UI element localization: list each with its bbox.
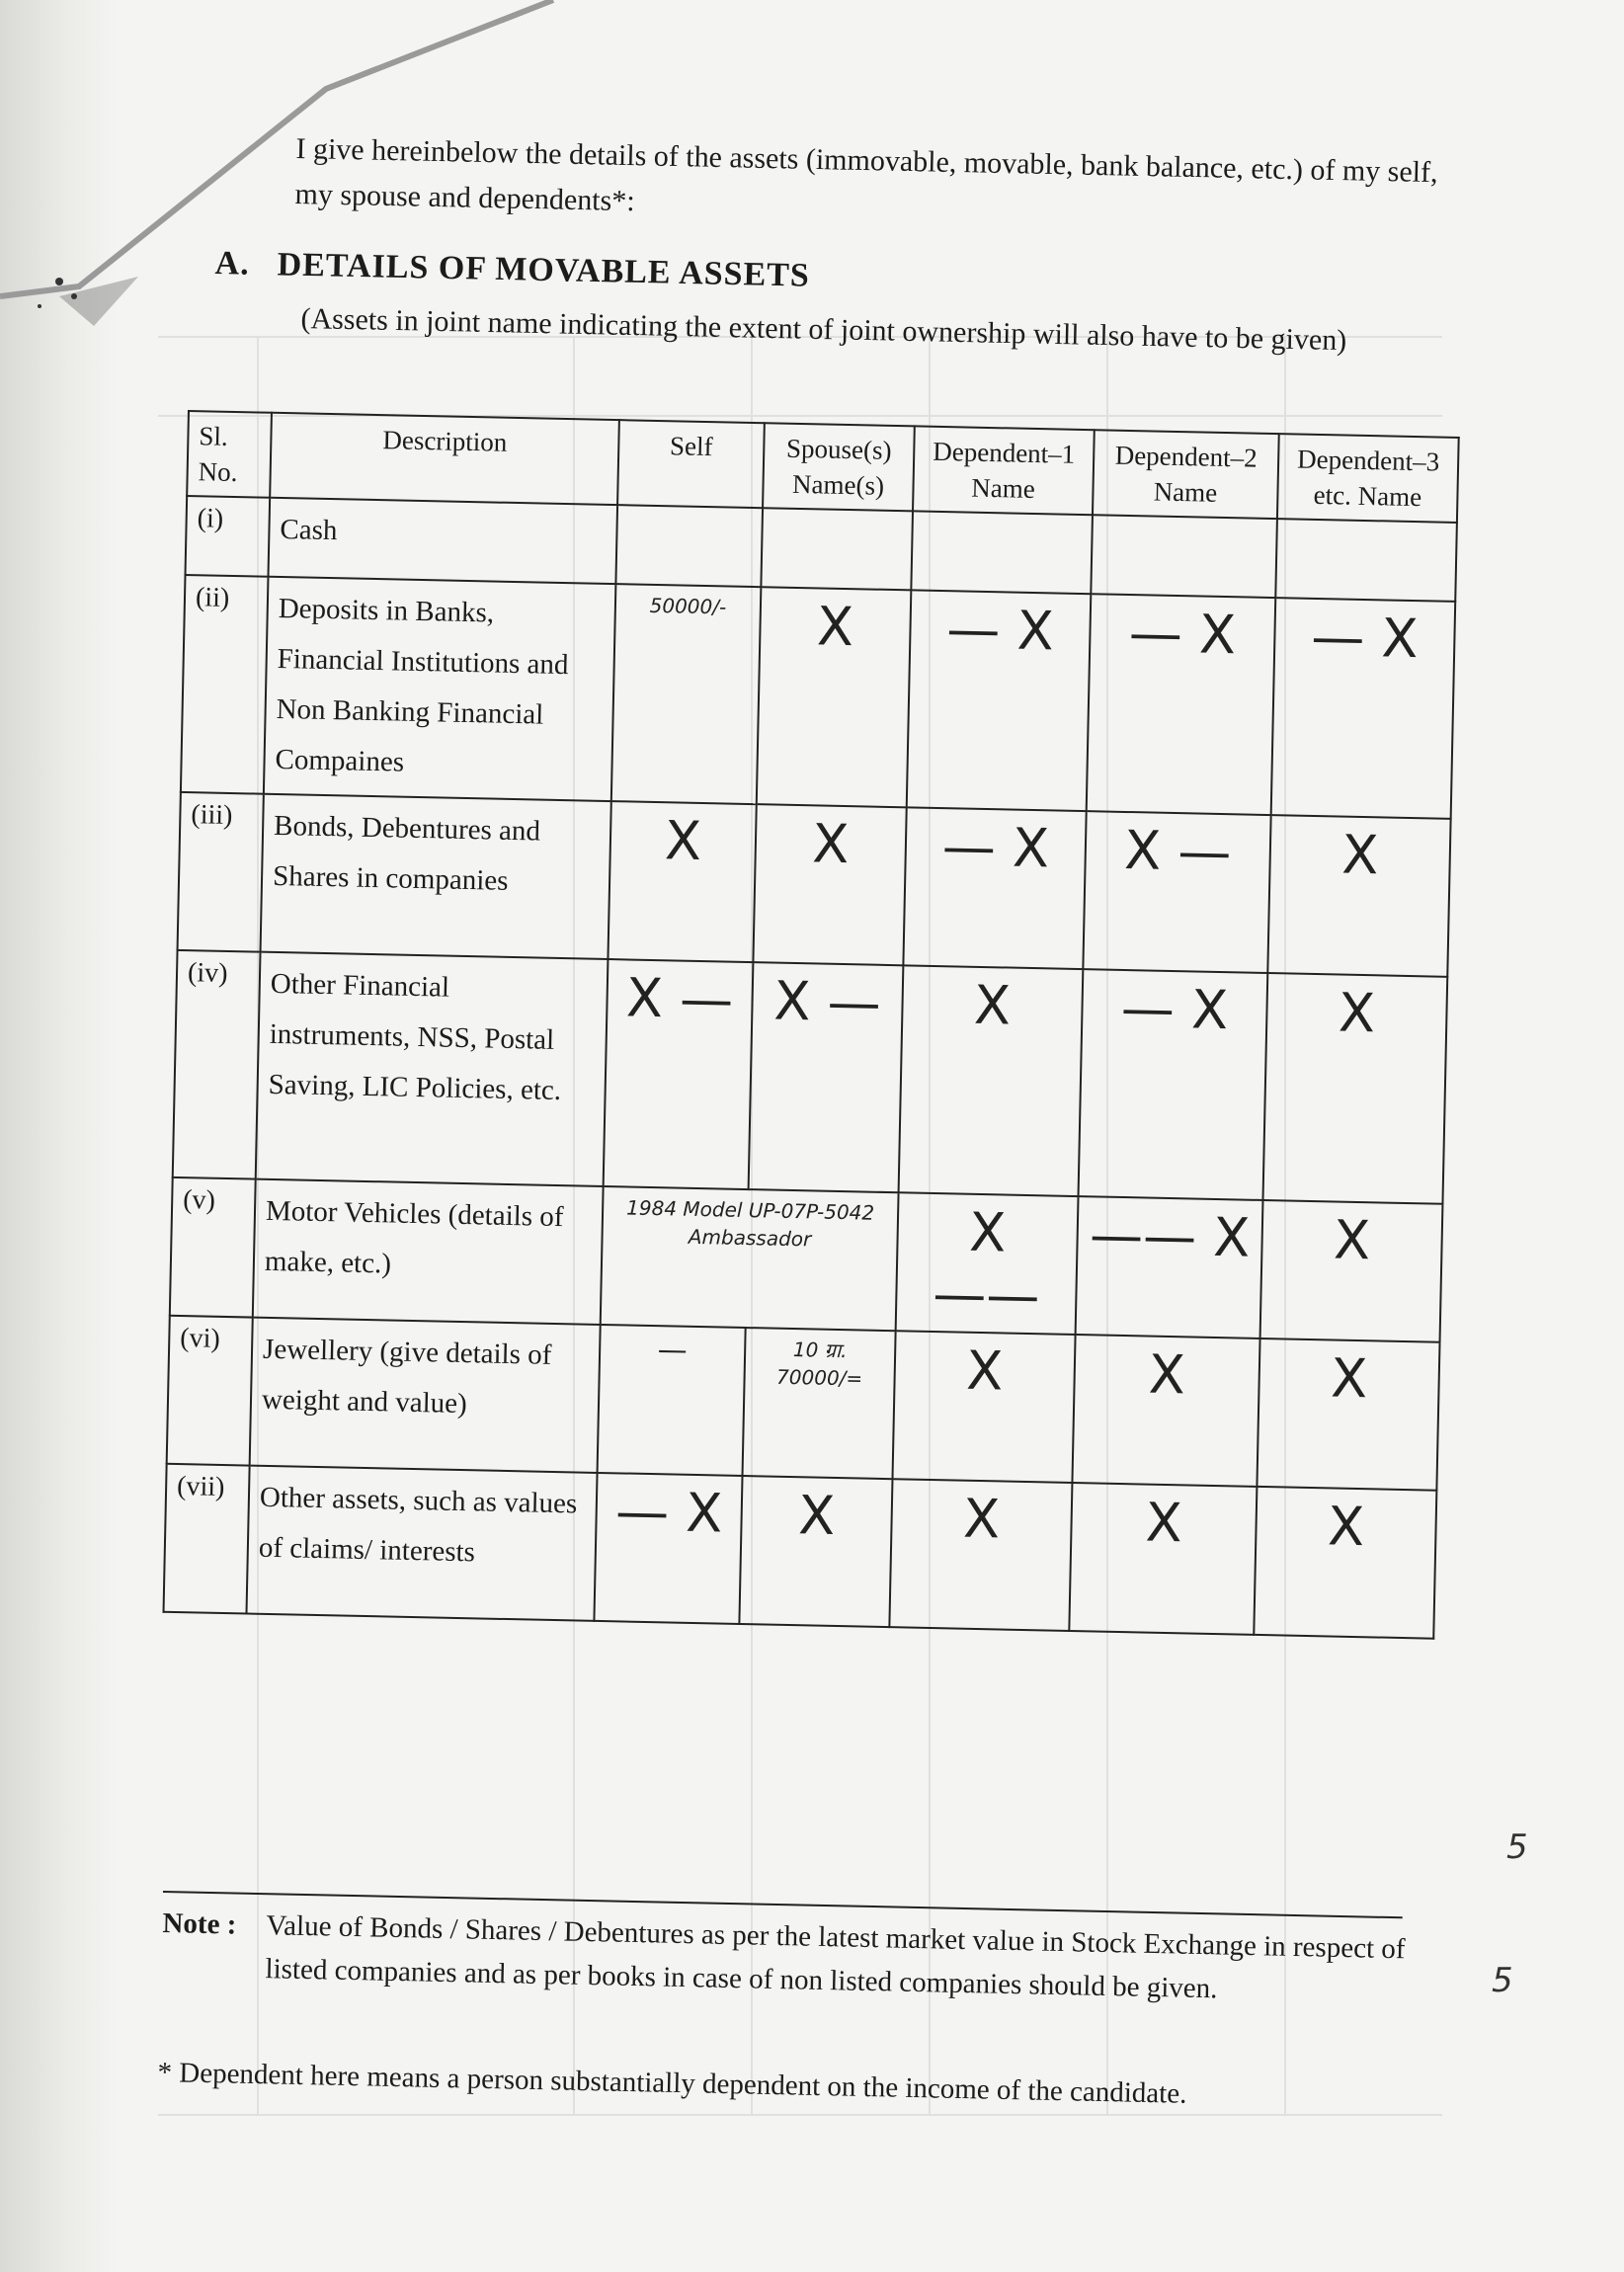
row-sl: (iii) <box>178 792 264 952</box>
cell-self: X <box>608 801 756 962</box>
row-sl: (v) <box>170 1177 256 1318</box>
cell-self-vehicle: 1984 Model UP-07P-5042 Ambassador <box>601 1186 899 1331</box>
cell-spouse <box>761 508 913 590</box>
cell-dependent-2: X <box>1069 1483 1257 1635</box>
cell-self <box>615 505 763 587</box>
cell-self: X — <box>604 959 754 1189</box>
table-row <box>167 1316 1440 1491</box>
table-row <box>181 575 1455 819</box>
cell-dependent-2: — X <box>1087 594 1276 815</box>
row-description: Jewellery (give details of weight and value) <box>250 1318 601 1473</box>
cell-dependent-1: — X <box>907 590 1092 811</box>
header-spouse: Spouse(s) Name(s) <box>763 423 915 511</box>
footnote-dependent-definition: * Dependent here means a person substantially dependent on the income of the candidate. <box>157 2056 1187 2110</box>
header-dependent-1: Dependent–1 Name <box>913 426 1095 515</box>
section-letter: A. <box>214 245 251 283</box>
cell-dependent-3: X <box>1262 973 1447 1204</box>
cell-dependent-1 <box>911 511 1093 594</box>
margin-handwritten-mark: 5 <box>1506 1827 1528 1867</box>
row-sl: (iv) <box>173 950 261 1179</box>
row-description: Motor Vehicles (details of make, etc.) <box>253 1179 604 1325</box>
header-dependent-3: Dependent–3 etc. Name <box>1277 434 1459 523</box>
cell-spouse: 10 ग्रा. 70000/= <box>743 1328 896 1479</box>
cell-dependent-3: X <box>1254 1487 1436 1639</box>
row-description: Deposits in Banks, Financial Institutions and Non Banking Financial Compaines <box>264 577 616 801</box>
section-subtitle: (Assets in joint name indicating the extent of joint ownership will also have to be given) <box>300 301 1347 358</box>
table-row <box>164 1464 1437 1639</box>
header-self: Self <box>617 420 765 508</box>
cell-dependent-2: X <box>1072 1335 1259 1487</box>
cell-dependent-3: X <box>1267 815 1450 977</box>
cell-dependent-1: X <box>892 1331 1075 1483</box>
cell-dependent-2: X — <box>1083 811 1270 973</box>
cell-self: 50000/- <box>611 584 762 804</box>
header-dependent-2: Dependent–2 Name <box>1093 430 1279 519</box>
cell-dependent-3: X <box>1260 1200 1443 1342</box>
note-label: Note : <box>162 1907 237 1941</box>
row-sl: (i) <box>186 496 271 577</box>
header-description: Description <box>270 413 619 505</box>
row-description: Other Financial instruments, NSS, Postal Saving, LIC Policies, etc. <box>256 952 609 1186</box>
header-sl-no: Sl. No. <box>187 411 272 498</box>
cell-dependent-1: X —— <box>896 1192 1079 1335</box>
row-sl: (ii) <box>181 575 269 794</box>
cell-dependent-2 <box>1091 515 1277 598</box>
cell-dependent-2: —— X <box>1076 1196 1263 1339</box>
row-sl: (vi) <box>167 1316 253 1466</box>
row-description: Cash <box>268 498 617 584</box>
cell-spouse: X <box>753 804 906 965</box>
cell-dependent-1: — X <box>903 807 1086 969</box>
movable-assets-table <box>162 410 1459 1640</box>
row-description: Other assets, such as values of claims/ interests <box>246 1466 597 1621</box>
table-row <box>178 792 1451 977</box>
row-description: Bonds, Debentures and Shares in companies <box>261 794 611 959</box>
cell-dependent-1: X <box>899 965 1084 1196</box>
cell-dependent-2: — X <box>1079 969 1268 1200</box>
cell-spouse: X <box>757 587 912 807</box>
cell-self: — <box>598 1325 746 1476</box>
table-row <box>173 950 1448 1204</box>
table-row <box>170 1177 1443 1342</box>
cell-self: — X <box>594 1473 742 1624</box>
cell-dependent-3 <box>1275 519 1457 602</box>
margin-handwritten-mark: 5 <box>1492 1961 1513 2000</box>
cell-spouse: X <box>739 1476 892 1627</box>
cell-dependent-3: X <box>1257 1339 1439 1491</box>
note-text: Value of Bonds / Shares / Debentures as per the latest market value in Stock Exchange in respect of listed companies and as per books in case of non listed companies should be given. <box>265 1909 1406 2005</box>
section-title: DETAILS OF MOVABLE ASSETS <box>277 246 811 294</box>
intro-statement: I give hereinbelow the details of the assets (immovable, movable, bank balance, etc.) of my self, my spouse and dependents*: <box>294 131 1438 218</box>
cell-dependent-1: X <box>889 1479 1072 1631</box>
cell-dependent-3: — X <box>1271 598 1456 819</box>
cell-spouse: X — <box>749 962 904 1192</box>
row-sl: (vii) <box>164 1464 250 1614</box>
